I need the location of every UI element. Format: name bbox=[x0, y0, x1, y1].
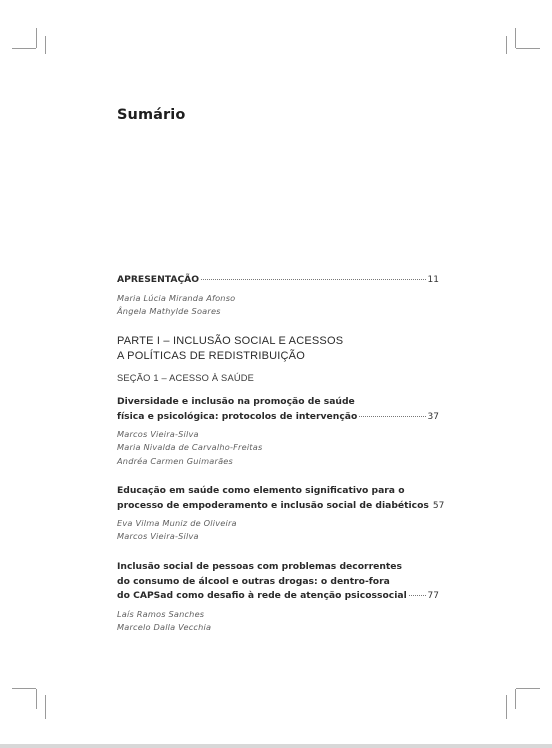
toc-line bbox=[117, 589, 439, 604]
crop-mark bbox=[506, 36, 507, 54]
toc-line: Diversidade e inclusão na promoção de saúde bbox=[117, 396, 355, 407]
page-title: Sumário bbox=[117, 107, 186, 123]
dot-leader bbox=[359, 415, 425, 417]
toc-line: Educação em saúde como elemento significativo para o bbox=[117, 485, 405, 496]
toc-line bbox=[117, 410, 439, 425]
page-number: 11 bbox=[427, 275, 439, 285]
viewer-bottom-edge bbox=[0, 744, 552, 748]
author: Marcos Vieira-Silva bbox=[117, 531, 199, 542]
toc-line: do consumo de álcool e outras drogas: o dentro-fora bbox=[117, 575, 390, 587]
toc-line bbox=[117, 499, 445, 514]
author: Eva Vilma Muniz de Oliveira bbox=[117, 518, 237, 528]
toc-line: Inclusão social de pessoas com problemas decorrentes bbox=[117, 561, 402, 572]
part-heading bbox=[117, 334, 343, 364]
crop-mark bbox=[36, 28, 37, 48]
author: Maria Lúcia Miranda Afonso bbox=[117, 292, 236, 303]
crop-mark bbox=[12, 688, 36, 689]
toc-entry-title: processo de empoderamento e inclusão social de diabéticos bbox=[117, 499, 429, 511]
part-heading-line: PARTE I – INCLUSÃO SOCIAL E ACESSOS bbox=[117, 335, 344, 347]
author: Ângela Mathylde Soares bbox=[117, 305, 221, 316]
toc-entry-chapter[interactable] bbox=[117, 395, 439, 468]
author: Andréa Carmen Guimarães bbox=[117, 455, 234, 466]
section-heading: SEÇÃO 1 – ACESSO À SAÚDE bbox=[117, 373, 255, 383]
toc-entry-title: física e psicológica: protocolos de intervenção bbox=[117, 410, 358, 422]
crop-mark bbox=[36, 689, 37, 709]
toc-entry-chapter[interactable] bbox=[117, 560, 439, 634]
author: Maria Nivalda de Carvalho-Freitas bbox=[117, 442, 263, 453]
crop-mark bbox=[45, 36, 46, 54]
toc-entry-chapter[interactable] bbox=[117, 484, 445, 544]
crop-mark bbox=[515, 28, 516, 48]
part-heading-line: A POLÍTICAS DE REDISTRIBUIÇÃO bbox=[117, 350, 305, 362]
toc-line bbox=[117, 273, 439, 288]
author: Marcos Vieira-Silva bbox=[117, 429, 199, 439]
crop-mark bbox=[516, 688, 540, 689]
dot-leader bbox=[409, 594, 426, 596]
crop-mark bbox=[516, 48, 540, 49]
page-number: 57 bbox=[432, 500, 445, 511]
crop-mark bbox=[12, 48, 36, 49]
toc-entry-presentation[interactable] bbox=[117, 273, 439, 318]
page-number: 37 bbox=[427, 411, 439, 422]
toc-entry-title: APRESENTAÇÃO bbox=[117, 274, 200, 285]
author: Marcelo Dalla Vecchia bbox=[117, 621, 212, 632]
toc-entry-title: do CAPSad como desafio à rede de atenção psicossocial bbox=[117, 590, 407, 601]
page-number: 77 bbox=[427, 591, 439, 601]
dot-leader bbox=[201, 278, 425, 280]
crop-mark bbox=[45, 695, 46, 719]
author: Laís Ramos Sanches bbox=[117, 608, 205, 619]
crop-mark bbox=[515, 689, 516, 709]
crop-mark bbox=[506, 695, 507, 719]
